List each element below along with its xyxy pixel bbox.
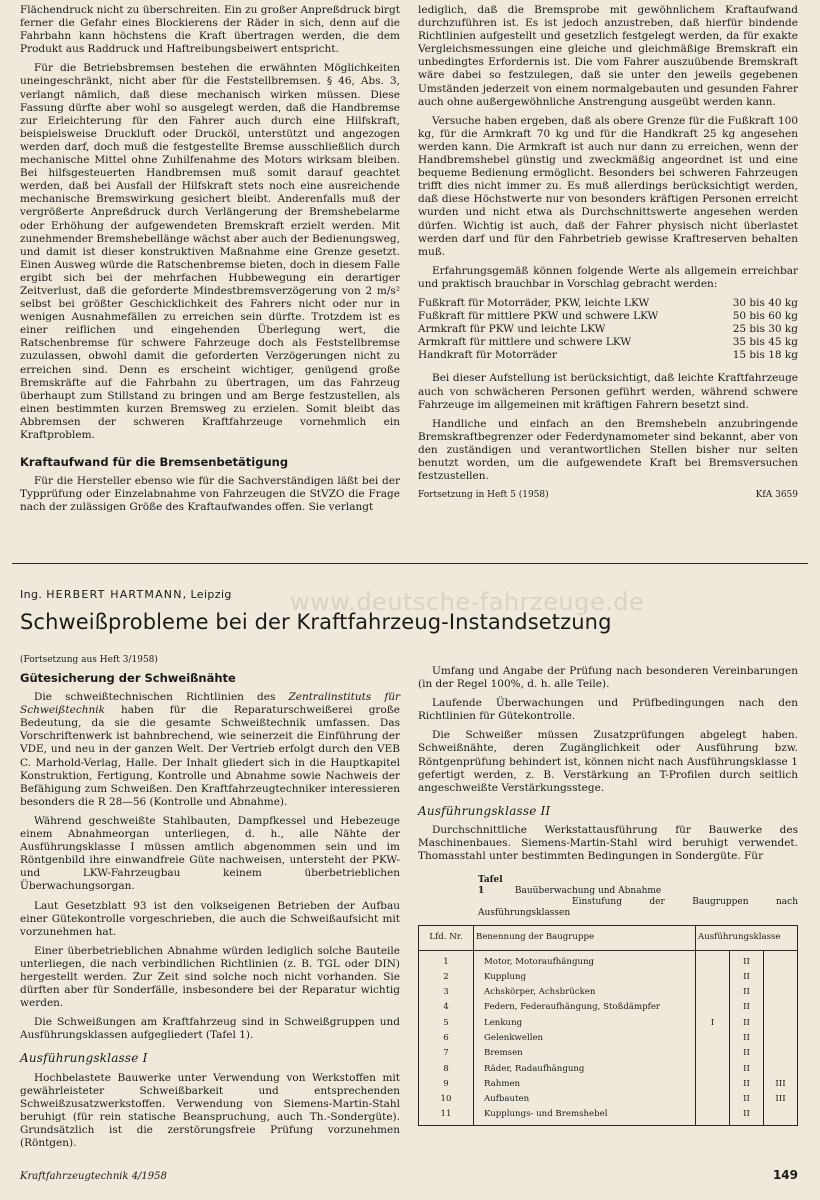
force-value: 50 bis 60 kg [732,310,798,323]
class-ii: II [730,1000,764,1015]
table-row [419,1062,798,1077]
continuation-note [418,489,798,502]
page-number: 149 [772,1168,798,1182]
class-iii [764,1031,798,1046]
class-i [696,950,730,970]
class-iii [764,1016,798,1031]
continued-in: Fortsetzung in Heft 5 (1958) [418,490,549,501]
table-row [419,970,798,985]
class-iii [764,1062,798,1077]
row-name: Rahmen [474,1077,696,1092]
paragraph: Einer überbetrieblichen Abnahme würden lediglich solche Bauteile unterliegen, die nach verbindlichen Richtlinien (z. B. TGL oder DIN) hergestellt werden. Zur Zeit sind solche noch nicht vorhanden. Sie dürften aber für Sonderfälle, insbesondere bei der Reparatur wichtig werden. [20,944,400,1010]
subsection-heading: Ausführungsklasse I [20,1051,148,1066]
top-right-column [418,4,798,502]
row-number: 11 [419,1107,474,1125]
continuation-from: (Fortsetzung aus Heft 3/1958) [20,655,158,665]
paragraph: Handliche und einfach an den Bremshebeln anzubringende Bremskraftbegrenzer oder Federdynamometer sind bekannt, aber von den zuständigen und verantwortlichen Stellen bisher nur selten benutzt worden, um die aufgewendete Kraft bei Bremsversuchen festzustellen. [418,417,798,483]
row-name: Aufbauten [474,1092,696,1107]
byline [20,588,232,601]
subsection-heading: Ausführungsklasse II [418,803,551,818]
table-row [419,1107,798,1125]
class-iii [764,950,798,970]
magazine-issue: Kraftfahrzeugtechnik 4/1958 [20,1171,167,1182]
section-divider [12,563,808,564]
text-run: Die schweißtechnischen Richtlinien des [34,691,289,704]
bottom-right-column [418,665,798,1126]
paragraph: Laut Gesetzblatt 93 ist den volkseigenen Betrieben der Aufbau einer Gütekontrolle vorgeschrieben, die auch die Schweißaufsicht mit vorzunehmen hat. [20,899,400,938]
table-label: Tafel 1 [478,875,503,897]
table-caption [418,875,798,919]
table-body [419,950,798,1125]
row-number: 1 [419,950,474,970]
paragraph: Während geschweißte Stahlbauten, Dampfkessel und Hebezeuge einem Abnahmeorgan unterliegen, d. h., alle Nähte der Ausführungsklasse I müssen amtlich abgenommen sein und im Röntgenbild ihre einwandfreie Güte nachweisen, untersteht der PKW- und LKW-Fahrzeugbau keinem überbetrieblichen Überwachungsorgan. [20,814,400,893]
row-name: Lenkung [474,1016,696,1031]
row-number: 6 [419,1031,474,1046]
force-label: Handkraft für Motorräder [418,349,557,362]
row-name: Gelenkwellen [474,1031,696,1046]
author-title: Ing. [20,588,43,601]
table-row [419,950,798,970]
row-name: Kupplungs- und Bremshebel [474,1107,696,1125]
class-i [696,1000,730,1015]
class-i [696,1031,730,1046]
paragraph: Bei dieser Aufstellung ist berücksichtigt, daß leichte Kraftfahrzeuge auch von schwächeren Personen geführt werden, während schwere Fahrzeuge im allgemeinen mit kräftigen Fahrern besetzt sind. [418,372,798,411]
force-label: Armkraft für mittlere und schwere LKW [418,336,632,349]
classification-table [418,925,798,1126]
table-row [419,1046,798,1061]
class-ii: II [730,1016,764,1031]
force-values-list [418,297,798,362]
class-i [696,1046,730,1061]
force-value-row [418,310,798,323]
table-header-row [419,926,798,950]
row-name: Achskörper, Achsbrücken [474,985,696,1000]
force-label: Fußkraft für mittlere PKW und schwere LKW [418,310,659,323]
class-ii: II [730,950,764,970]
class-ii: II [730,1062,764,1077]
institute-name: Zentralinstituts für Schweißtechnik [20,691,401,717]
force-value-row [418,297,798,310]
row-number: 7 [419,1046,474,1061]
paragraph: lediglich, daß die Bremsprobe mit gewöhnlichem Kraftaufwand durchzuführen ist. Es ist jedoch anzustreben, daß hierfür bindende Richtlinien aufgestellt und gesetzlich festgelegt werden, da für exakte Vergleichsmessungen eine gleiche und gleichmäßige Bremskraft ein unbedingtes Erfordernis ist. Die vom Fahrer auszuübende Bremskraft wäre dabei so festzulegen, daß sie unter den jeweils gegebenen Umständen jederzeit von einem normalgebauten und gesunden Fahrer auch ohne außergewöhnliche Anstrengung ausgeübt werden kann. [418,4,798,108]
class-i [696,985,730,1000]
table-row [419,985,798,1000]
class-iii [764,1046,798,1061]
force-value: 35 bis 45 kg [732,336,798,349]
class-ii: II [730,970,764,985]
table-caption-line: Bauüberwachung und Abnahme [514,886,662,897]
row-name: Motor, Motoraufhängung [474,950,696,970]
class-i [696,1107,730,1125]
table-row [419,1092,798,1107]
paragraph: Versuche haben ergeben, daß als obere Grenze für die Fußkraft 100 kg, für die Armkraft 70 kg und für die Handkraft 25 kg angesehen werden kann. Die Armkraft ist auch nur dann zu erreichen, wenn der Handbremshebel günstig und zweckmäßig angeordnet ist und eine bequeme Bedienung ermöglicht. Besonders bei schweren Fahrzeugen trifft dies nicht immer zu. Es muß allerdings berücksichtigt werden, daß diese Höchstwerte nur von besonders kräftigen Personen erreicht wurden und nicht etwa als Durchschnittswerte angesehen werden dürfen. Wichtig ist auch, daß der Fahrer physisch nicht überlastet werden darf und für den Fahrbetrieb gewisse Kraftreserven behalten muß. [418,114,798,258]
class-iii [764,970,798,985]
row-number: 2 [419,970,474,985]
class-iii: III [764,1077,798,1092]
table-row [419,1031,798,1046]
class-ii: II [730,1092,764,1107]
watermark: www.deutsche-fahrzeuge.de [290,588,645,616]
class-iii [764,1000,798,1015]
row-number: 4 [419,1000,474,1015]
section-heading: Gütesicherung der Schweißnähte [20,671,236,685]
author-city: , Leipzig [182,588,232,601]
paragraph: Laufende Überwachungen und Prüfbedingungen nach den Richtlinien für Gütekontrolle. [418,697,798,723]
force-value: 15 bis 18 kg [732,349,798,362]
header-nr: Lfd. Nr. [419,926,474,950]
row-name: Räder, Radaufhängung [474,1062,696,1077]
paragraph: Flächendruck nicht zu überschreiten. Ein zu großer Anpreßdruck birgt ferner die Gefahr eines Blockierens der Räder in sich, denn auf die Fahrbahn kann höchstens die Kraft übertragen werden, die dem Produkt aus Raddruck und Haftreibungsbeiwert entspricht. [20,4,400,56]
force-label: Fußkraft für Motorräder, PKW, leichte LKW [418,296,650,309]
author-name: HERBERT HARTMANN [46,588,183,601]
paragraph: Hochbelastete Bauwerke unter Verwendung von Werkstoffen mit gewährleisteter Schweißbarkeit und entsprechenden Schweißzusatzwerkstoffen. Verwendung von Siemens-Martin-Stahl beruhigt (für rein statische Beanspruchung, auch Th.-Sondergüte). Grundsätzlich ist die zerstörungsfreie Prüfung vorzunehmen (Röntgen). [20,1071,400,1149]
paragraph: Die Schweißer müssen Zusatzprüfungen abgelegt haben. Schweißnähte, deren Zugänglichkeit oder Ausführung bzw. Röntgenprüfung behindert ist, können nicht nach Ausführungsklasse 1 gefertigt werden, z. B. Verstärkung an T-Profilen durch seitlich angeschweißte Verstärkungsstege. [418,729,798,794]
force-value-row [418,349,798,362]
header-class: Ausführungsklasse [696,926,798,950]
top-left-column [20,4,400,520]
class-i [696,1092,730,1107]
row-number: 5 [419,1016,474,1031]
row-name: Bremsen [474,1046,696,1061]
paragraph [20,691,400,809]
class-ii: II [730,1031,764,1046]
paragraph: Für die Betriebsbremsen bestehen die erwähnten Möglichkeiten uneingeschränkt, nicht aber für die Feststellbremsen. § 46, Abs. 3, verlangt nämlich, daß diese mechanisch wirken müssen. Diese Fassung dürfte aber wohl so ausgelegt werden, daß die Handbremse zur Erleichterung für den Fahrer auch durch eine Hilfskraft, beispielsweise Druckluft oder Drucköl, unterstützt und angezogen werden darf, doch muß die festgestellte Bremse ausschließlich durch mechanische Mittel ohne Zuhilfenahme des Motors wirksam bleiben. Bei hilfsgesteuerten Handbremsen muß somit darauf geachtet werden, daß bei Ausfall der Hilfskraft stets noch eine ausreichende mechanische Bremswirkung gesichert bleibt. Anderenfalls muß der vergrößerte Anpreßdruck durch Verlängerung der Bremshebelarme oder Erhöhung der aufgewendeten Bremskraft erzielt werden. Mit zunehmender Bremshebellänge wächst aber auch der Bedienungsweg, und damit ist dieser konstruktiven Maßnahme eine Grenze gesetzt. Einen Ausweg würde die Ratschenbremse bieten, doch in diesem Falle ergibt sich bei der mehrfachen Hubbewegung ein derartiger Zeitverlust, daß die geforderte Mindestbremsverzögerung von 2 m/s² selbst bei größter Geschicklichkeit des Fahrers nicht oder nur in wenigen Ausnahmefällen zu erreichen sein dürfte. Trotzdem ist es einer reiflichen und eingehenden Überlegung wert, die Ratschenbremse für schwere Fahrzeuge doch als Feststellbremse zuzulassen, obwohl damit die geforderten Verzögerungen nicht zu erreichen sind. Denn es erscheint wichtiger, genügend große Bremskräfte auf die Fahrbahn zu übertragen, um das Fahrzeug überhaupt zum Stillstand zu bringen und am Berge festzustellen, als einen bestimmten kurzen Bremsweg zu erzielen. Somit bleibt das Abbremsen der schweren Kraftfahrzeuge vornehmlich ein Kraftproblem. [20,62,400,441]
header-name: Benennung der Baugruppe [474,926,696,950]
class-iii [764,1107,798,1125]
class-ii: II [730,1107,764,1125]
page-footer [20,1168,798,1182]
class-ii: II [730,1077,764,1092]
paragraph: Erfahrungsgemäß können folgende Werte als allgemein erreichbar und praktisch brauchbar in Vorschlag gebracht werden: [418,264,798,290]
paragraph: Für die Hersteller ebenso wie für die Sachverständigen läßt bei der Typprüfung oder Einzelabnahme von Fahrzeugen die StVZO die Frage nach der zulässigen Größe des Kraftaufwandes offen. Sie verlangt [20,475,400,514]
force-value: 30 bis 40 kg [732,296,798,309]
paragraph: Die Schweißungen am Kraftfahrzeug sind in Schweißgruppen und Ausführungsklassen aufgegliedert (Tafel 1). [20,1016,400,1042]
row-number: 10 [419,1092,474,1107]
class-i: I [696,1016,730,1031]
class-ii: II [730,1046,764,1061]
force-value: 25 bis 30 kg [732,323,798,336]
row-name: Kupplung [474,970,696,985]
table-row [419,1077,798,1092]
paragraph: Umfang und Angabe der Prüfung nach besonderen Vereinbarungen (in der Regel 100%, d. h. alle Teile). [418,665,798,691]
class-i [696,1062,730,1077]
force-value-row [418,323,798,336]
force-label: Armkraft für PKW und leichte LKW [418,323,606,336]
class-ii: II [730,985,764,1000]
article-code: KfA 3659 [755,490,798,501]
class-i [696,1077,730,1092]
text-run: haben für die Reparaturschweißerei große Bedeutung, da sie die gesamte Schweißtechnik umfassen. Das Vorschriftenwerk ist bahnbrechend, wie seinerzeit die Einführung der VDE, und neu in der ganzen Welt. Der Vertrieb erfolgt durch den VEB C. Marhold-Verlag, Halle. Der Inhalt gliedert sich in die Hauptkapitel Konstruktion, Fertigung, Kontrolle und Abnahme sowie Nachweis der Befähigung zum Schweißen. Den Kraftfahrzeugtechniker interessieren besonders die R 28—56 (Kontrolle und Abnahme). [20,704,400,808]
row-number: 3 [419,985,474,1000]
table-row [419,1000,798,1015]
row-number: 8 [419,1062,474,1077]
article-title: Schweißprobleme bei der Kraftfahrzeug-Instandsetzung [20,610,612,634]
class-iii [764,985,798,1000]
section-heading: Kraftaufwand für die Bremsenbetätigung [20,455,289,470]
class-i [696,970,730,985]
class-iii: III [764,1092,798,1107]
paragraph: Durchschnittliche Werkstattausführung für Bauwerke des Maschinenbaues. Siemens-Martin-Stahl wird beruhigt verwendet. Thomasstahl unter bestimmten Bedingungen in Sondergüte. Für [418,823,798,863]
table-row [419,1016,798,1031]
row-name: Federn, Federaufhängung, Stoßdämpfer [474,1000,696,1015]
row-number: 9 [419,1077,474,1092]
bottom-left-column [20,672,400,1156]
force-value-row [418,336,798,349]
table-caption-line: Einstufung der Baugruppen nach Ausführungsklassen [478,897,798,919]
